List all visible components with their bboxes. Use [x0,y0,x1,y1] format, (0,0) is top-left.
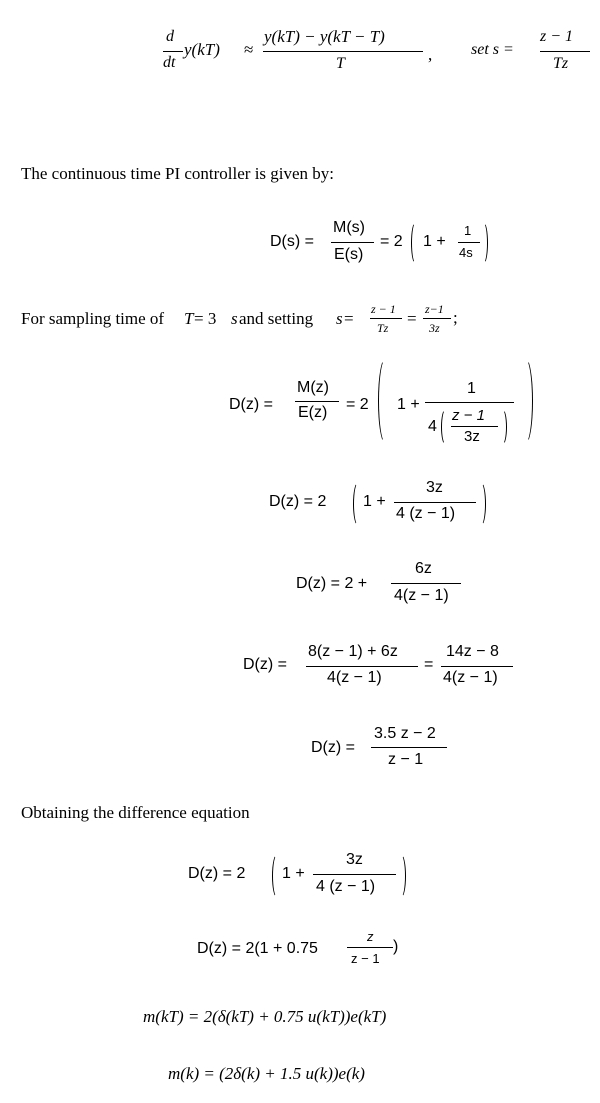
sampling-T: T [184,309,194,328]
one-plus: 1 + [282,865,305,882]
4s-denominator: 4s [459,245,473,260]
inner-right-paren [498,409,507,445]
Dz-lhs: D(z) = [243,656,287,673]
one-plus: 1 + [363,493,386,510]
inner-z-minus-1: z − 1 [452,407,485,424]
set-s-label: set s = [471,41,514,58]
fraction-bar [394,502,476,503]
4z-1-denominator: 4 (z − 1) [396,505,456,522]
text-pi-controller-intro: The continuous time PI controller is given by: [21,164,335,183]
Ms-numerator: M(s) [333,219,365,236]
final-denominator: z − 1 [388,751,424,768]
combined-numerator: 8(z − 1) + 6z [308,643,398,660]
z-numerator: z [367,929,374,944]
difference-fraction-bar [263,51,423,52]
result-denominator: 4(z − 1) [443,669,498,686]
right-paren [476,482,486,526]
3z-numerator: 3z [426,479,443,496]
equals-two: = 2 [346,396,369,413]
one-numerator: 1 [464,223,472,238]
4z-1-denominator: 4(z − 1) [394,587,449,604]
z-minus-1-numerator: z − 1 [540,28,574,45]
Dz-lhs: D(z) = [229,396,273,413]
one-over-4s-bar [458,242,480,243]
close-paren: ) [393,938,399,955]
equation-mk: m(k) = (2δ(k) + 1.5 u(k))e(k) [168,1064,365,1083]
Dz-lhs: D(z) = 2 [269,493,327,510]
y-kT: y(kT) [184,40,220,59]
inner-3z: 3z [464,428,480,445]
inner-left-paren [441,409,450,445]
final-numerator: 3.5 z − 2 [374,725,436,742]
equals: = [424,656,434,673]
Mz-numerator: M(z) [297,379,329,396]
left-paren [272,854,282,898]
sampling-equals: = [344,309,354,328]
combined-fraction-bar [306,666,418,667]
inner-fraction-bar [451,426,498,427]
one-plus: 1 + [423,233,446,250]
combined-denominator: 4(z − 1) [327,669,382,686]
s-fraction-bar [540,51,590,52]
semicolon: ; [453,308,458,327]
equals-two: = 2 [380,233,403,250]
left-paren [411,222,420,264]
d-fraction-bar [163,51,183,52]
frac-equals: = [407,309,417,328]
frac1-numerator: z − 1 [371,302,396,316]
sampling-eq3: = 3 [194,309,217,328]
d-numerator: d [166,28,174,45]
frac1-bar [370,318,402,319]
Dz-lhs: D(z) = [311,739,355,756]
6z-numerator: 6z [415,560,432,577]
frac2-numerator: z−1 [425,302,444,316]
main-fraction-bar [425,402,514,403]
result-fraction-bar [441,666,513,667]
frac1-denominator: Tz [377,321,389,335]
fraction-bar [313,874,396,875]
sampling-and-setting: and setting [239,309,314,328]
z-1-denominator: z − 1 [351,951,380,966]
Dz-lhs: D(z) = 2 + [296,575,368,592]
big-right-paren [518,358,533,444]
Dz-expanded-lhs: D(z) = 2(1 + 0.75 [197,940,318,957]
result-numerator: 14z − 8 [446,643,499,660]
fraction-bar [347,947,393,948]
one-numerator: 1 [467,380,476,397]
fraction-bar [391,583,461,584]
equation-mkT: m(kT) = 2(δ(kT) + 0.75 u(kT))e(kT) [143,1007,387,1026]
difference-denominator: T [336,55,345,72]
frac2-bar [423,318,451,319]
Dz-lhs: D(z) = 2 [188,865,246,882]
text-difference-equation-heading: Obtaining the difference equation [21,803,250,822]
Es-denominator: E(s) [334,246,364,263]
sampling-prefix: For sampling time of [21,309,165,328]
final-fraction-bar [371,747,447,748]
right-paren [396,854,406,898]
3z-numerator: 3z [346,851,363,868]
Ds-fraction-bar [331,242,374,243]
Tz-denominator: Tz [553,55,569,72]
Mz-Ez-bar [295,401,339,402]
difference-numerator: y(kT) − y(kT − T) [264,27,385,46]
frac2-denominator: 3z [429,321,440,335]
approx-sign: ≈ [244,40,254,59]
right-paren [479,222,488,264]
sampling-s: s [231,309,238,328]
comma: , [428,45,433,64]
dt-denominator: dt [163,54,176,71]
one-plus: 1 + [397,396,420,413]
sampling-s2: s [336,309,343,328]
Ez-denominator: E(z) [298,404,328,421]
Ds-lhs: D(s) = [270,233,314,250]
four-factor: 4 [428,418,437,435]
4z-1-denominator: 4 (z − 1) [316,878,376,895]
big-left-paren [378,358,393,444]
left-paren [353,482,363,526]
